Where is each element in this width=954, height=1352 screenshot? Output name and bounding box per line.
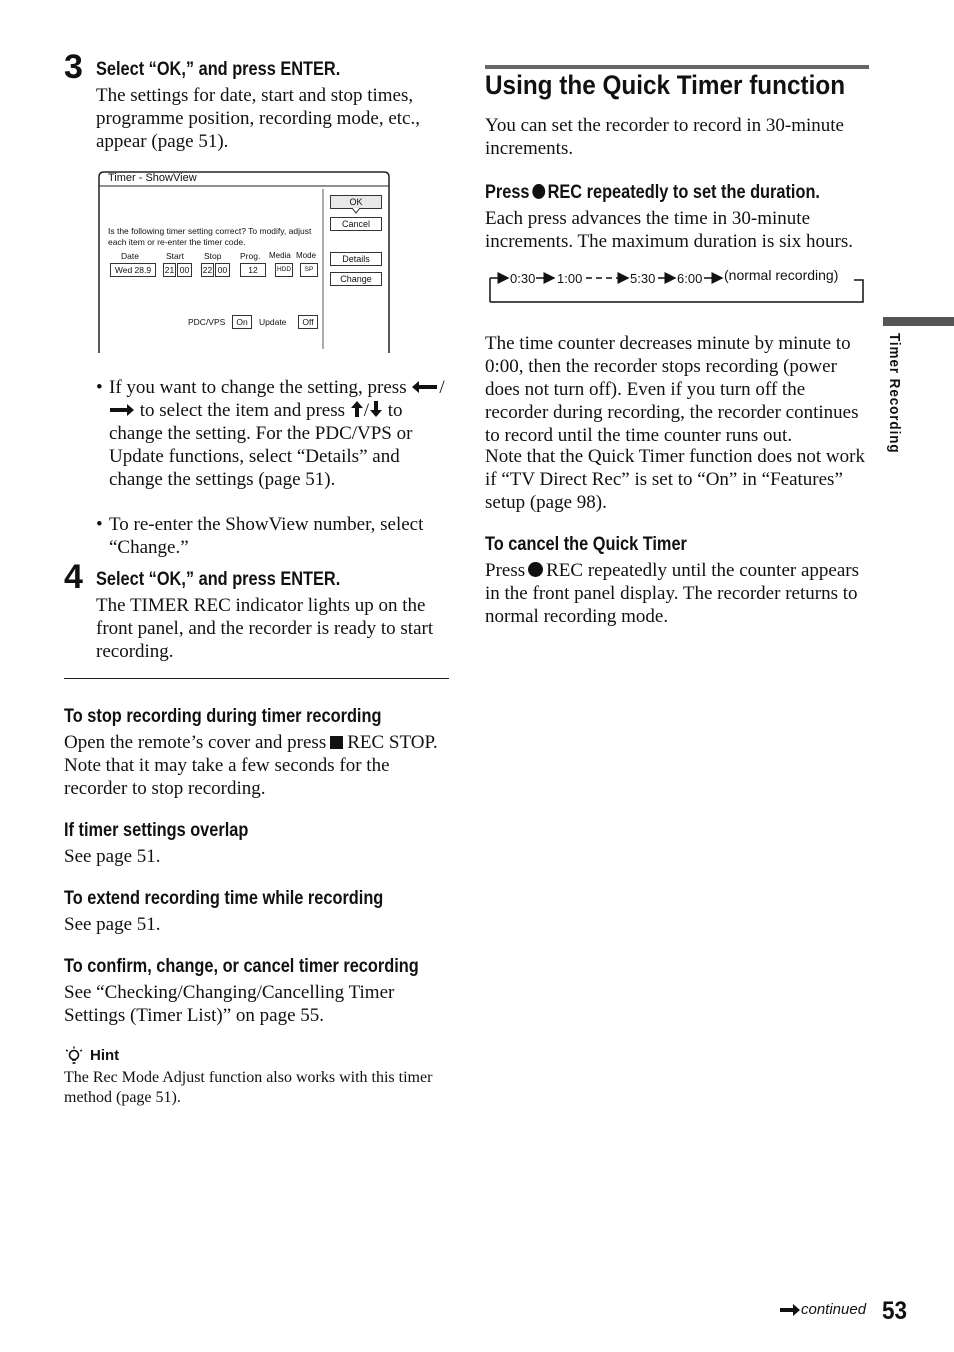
step-4-number: 4 — [64, 558, 83, 596]
ok-button[interactable]: OK — [330, 195, 382, 209]
start-hour-field[interactable]: 21 — [164, 265, 175, 275]
hint-label: Hint — [90, 1047, 120, 1064]
bullet-text: If you want to change the setting, press / to select the item and press / to change the setting. For the PDC/VPS or Update functions, select “Details” and change the settings (page 51). — [109, 377, 445, 490]
step-3-heading: Select “OK,” and press ENTER. — [96, 59, 341, 80]
cancel-quick-timer-body — [485, 559, 870, 628]
stop-icon — [330, 736, 343, 749]
continued-label: continued — [801, 1301, 867, 1318]
confirm-body: See “Checking/Changing/Cancelling Timer Settings (Timer List)” on page 55. — [64, 982, 395, 1026]
cancel-quick-timer-heading: To cancel the Quick Timer — [485, 534, 687, 555]
change-button[interactable]: Change — [330, 272, 382, 286]
side-tab-bar — [883, 317, 954, 326]
start-minute-field[interactable]: 00 — [177, 263, 192, 277]
prog-field[interactable]: 12 — [240, 263, 266, 277]
bullet-text-part3: to change the setting. For the PDC/VPS or Update functions, select “Details” and change the settings (page 51). — [109, 400, 413, 490]
normal-recording-label: (normal recording) — [724, 267, 839, 283]
bullet-text-part1: If you want to change the setting, press — [109, 377, 407, 398]
press-heading-pre: Press — [485, 182, 530, 203]
mode-field[interactable]: SP — [300, 263, 318, 277]
seq-6-00: 6:00 — [677, 271, 703, 286]
continued-arrow-icon — [779, 1303, 801, 1317]
screen-question: Is the following timer setting correct? To modify, adjust each item or re-enter the timer code. — [108, 226, 312, 247]
stop-body-pre: Open the remote’s cover and press — [64, 732, 327, 753]
rec-dot-icon — [528, 562, 543, 577]
left-arrow-icon — [411, 380, 439, 394]
update-label: Update — [259, 317, 287, 327]
up-arrow-icon — [350, 400, 364, 418]
pdcvps-field[interactable]: On — [232, 315, 252, 329]
side-tab-label: Timer Recording — [886, 333, 903, 454]
title-rule — [485, 65, 869, 69]
press-rec-body: Each press advances the time in 30-minute increments. The maximum duration is six hours. — [485, 208, 853, 252]
timer-showview-screen — [98, 171, 390, 353]
col-stop: Stop — [204, 251, 222, 261]
section-divider — [64, 678, 449, 679]
cancel-body-post: REC repeatedly until the counter appears in the front panel display. The recorder returns to normal recording mode. — [485, 560, 859, 627]
details-button[interactable]: Details — [330, 252, 382, 266]
stop-body-post: REC STOP. Note that it may take a few seconds for the recorder to stop recording. — [64, 732, 438, 799]
col-prog: Prog. — [240, 251, 261, 261]
screen-title: Timer - ShowView — [108, 172, 197, 184]
right-arrow-icon — [109, 403, 135, 417]
overlap-body: See page 51. — [64, 846, 161, 867]
counter-body: The time counter decreases minute by minute to 0:00, then the recorder stops recording (power does not turn off). Even if you turn off the recorder during recording, the recorder continues to record until the time counter runs out. — [485, 333, 859, 446]
date-field[interactable]: Wed 28.9 — [110, 263, 156, 277]
stop-recording-heading: To stop recording during timer recording — [64, 706, 382, 727]
media-field[interactable]: HDD — [275, 263, 293, 277]
bullet-dot: • — [96, 514, 103, 535]
stop-hour-field[interactable]: 22 — [202, 265, 213, 275]
down-arrow-icon — [369, 400, 383, 418]
page-number: 53 — [882, 1297, 908, 1325]
note-body: Note that the Quick Timer function does not work if “TV Direct Rec” is set to “On” in “Features” setup (page 98). — [485, 446, 865, 513]
quick-timer-intro: You can set the recorder to record in 30-minute increments. — [485, 115, 844, 159]
rec-dot-icon — [532, 184, 545, 199]
pdcvps-label: PDC/VPS — [188, 317, 226, 327]
update-field[interactable]: Off — [298, 315, 318, 329]
bullet-reenter — [96, 513, 451, 559]
step-3-number: 3 — [64, 48, 83, 86]
quick-timer-title: Using the Quick Timer function — [485, 70, 846, 100]
duration-sequence-diagram — [488, 264, 868, 306]
confirm-heading: To confirm, change, or cancel timer recording — [64, 956, 419, 977]
bullet-dot: • — [96, 377, 103, 398]
stop-recording-body — [64, 731, 450, 800]
extend-body: See page 51. — [64, 914, 161, 935]
col-media: Media — [269, 251, 291, 260]
cancel-button[interactable]: Cancel — [330, 217, 382, 231]
overlap-heading: If timer settings overlap — [64, 820, 249, 841]
bullet-reenter-text: To re-enter the ShowView number, select “Change.” — [109, 514, 424, 558]
step-3-body: The settings for date, start and stop times, programme position, recording mode, etc., appear (page 51). — [96, 85, 420, 152]
bullet-text-part2: to select the item and press — [139, 400, 345, 421]
step-4-body: The TIMER REC indicator lights up on the front panel, and the recorder is ready to start recording. — [96, 595, 434, 662]
press-heading-post: REC repeatedly to set the duration. — [547, 182, 820, 203]
cancel-body-pre: Press — [485, 560, 526, 581]
bullet-change-setting — [96, 376, 451, 491]
col-mode: Mode — [296, 251, 317, 260]
stop-minute-field[interactable]: 00 — [215, 263, 230, 277]
seq-0-30: 0:30 — [510, 271, 536, 286]
col-start: Start — [166, 251, 184, 261]
hint-body: The Rec Mode Adjust function also works with this timer method (page 51). — [64, 1069, 433, 1106]
seq-5-30: 5:30 — [630, 271, 656, 286]
col-date: Date — [121, 251, 139, 261]
extend-heading: To extend recording time while recording — [64, 888, 384, 909]
step-4-heading: Select “OK,” and press ENTER. — [96, 569, 341, 590]
press-rec-heading — [485, 182, 820, 204]
lightbulb-icon — [64, 1046, 84, 1066]
cursor-arrow-icon — [351, 207, 361, 214]
seq-1-00: 1:00 — [557, 271, 583, 286]
